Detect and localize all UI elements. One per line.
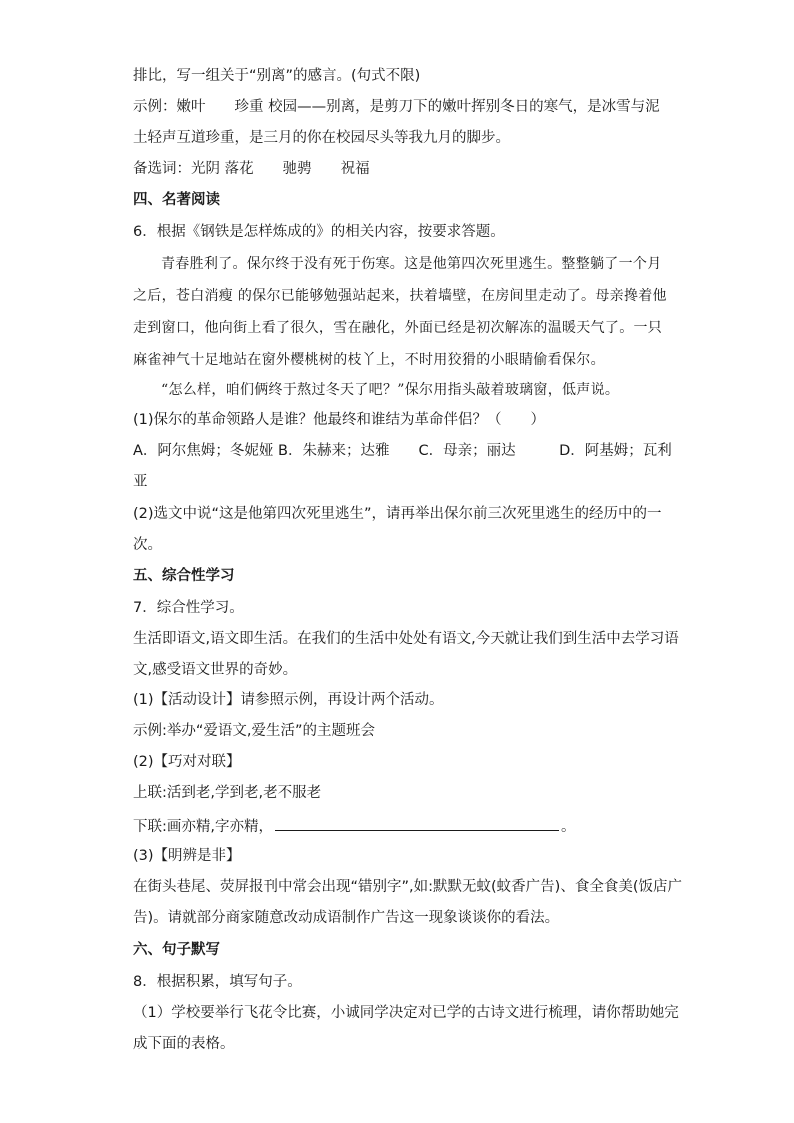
- couplet-lower: [133, 815, 576, 837]
- text-line: (3)【明辨是非】: [133, 848, 241, 864]
- passage-line: 麻雀神气十足地站在窗外樱桃树的枝丫上，不时用狡猾的小眼睛偷看保尔。: [133, 352, 605, 368]
- couplet-upper: 上联:活到老,学到老,老不服老: [133, 785, 322, 801]
- passage-line: 青春胜利了。保尔终于没有死于伤寒。这是他第四次死里逃生。整整躺了一个月: [161, 256, 662, 272]
- text-line: 示例:举办“爱语文,爱生活”的主题班会: [133, 723, 376, 739]
- passage-line: “怎么样，咱们俩终于熬过冬天了吧？”保尔用指头敲着玻璃窗，低声说。: [161, 382, 620, 398]
- text-line: 在街头巷尾、荧屏报刊中常会出现“错别字”,如:默默无蚊(蚊香广告)、食全食美(饭店广: [133, 879, 682, 895]
- question-8: 8．根据积累，填写句子。: [133, 974, 302, 990]
- couplet-lower-text: 下联:画亦精,字亦精，: [133, 819, 273, 835]
- sub-question-2-cont: 次。: [133, 537, 162, 553]
- answer-options-cont: 亚: [133, 474, 148, 490]
- text-line: (1)【活动设计】请参照示例，再设计两个活动。: [133, 692, 444, 708]
- text-line: 土轻声互道珍重，是三月的你在校园尽头等我九月的脚步。: [133, 130, 510, 146]
- text-line: 文,感受语文世界的奇妙。: [133, 662, 298, 678]
- answer-options: A．阿尔焦姆；冬妮娅 B．朱赫来；达雅 C．母亲；丽达 D．阿基姆；瓦利: [133, 443, 672, 459]
- section-heading-4: 四、名著阅读: [133, 192, 220, 208]
- couplet-lower-end: 。: [561, 819, 576, 835]
- text-line: （1）学校要举行飞花令比赛，小诚同学决定对已学的古诗文进行梳理，请你帮助她完: [133, 1005, 679, 1021]
- text-line: 示例：嫩叶 珍重 校园——别离，是剪刀下的嫩叶挥别冬日的寒气，是冰雪与泥: [133, 99, 660, 115]
- question-6: 6．根据《钢铁是怎样炼成的》的相关内容，按要求答题。: [133, 224, 505, 240]
- sub-question-1: (1)保尔的革命领路人是谁？他最终和谁结为革命伴侣？（ ）: [133, 412, 546, 428]
- passage-line: 之后，苍白消瘦 的保尔已能够勉强站起来，扶着墙壁，在房间里走动了。母亲搀着他: [133, 288, 667, 304]
- text-line: 备选词：光阴 落花 驰骋 祝福: [133, 161, 370, 177]
- passage-line: 走到窗口，他向街上看了很久，雪在融化，外面已经是初次解冻的温暖天气了。一只: [133, 320, 663, 336]
- section-heading-5: 五、综合性学习: [133, 568, 235, 584]
- text-line: 成下面的表格。: [133, 1036, 235, 1052]
- text-line: 生活即语文,语文即生活。在我们的生活中处处有语文,今天就让我们到生活中去学习语: [133, 631, 679, 647]
- sub-question-2: (2)选文中说“这是他第四次死里逃生”，请再举出保尔前三次死里逃生的经历中的一: [133, 506, 662, 522]
- section-heading-6: 六、句子默写: [133, 942, 220, 958]
- question-7: 7．综合性学习。: [133, 600, 244, 616]
- answer-blank[interactable]: [275, 815, 559, 831]
- text-line: (2)【巧对对联】: [133, 754, 241, 770]
- text-line: 排比，写一组关于“别离”的感言。(句式不限): [133, 68, 421, 84]
- text-line: 告)。请就部分商家随意改动成语制作广告这一现象谈谈你的看法。: [133, 910, 560, 926]
